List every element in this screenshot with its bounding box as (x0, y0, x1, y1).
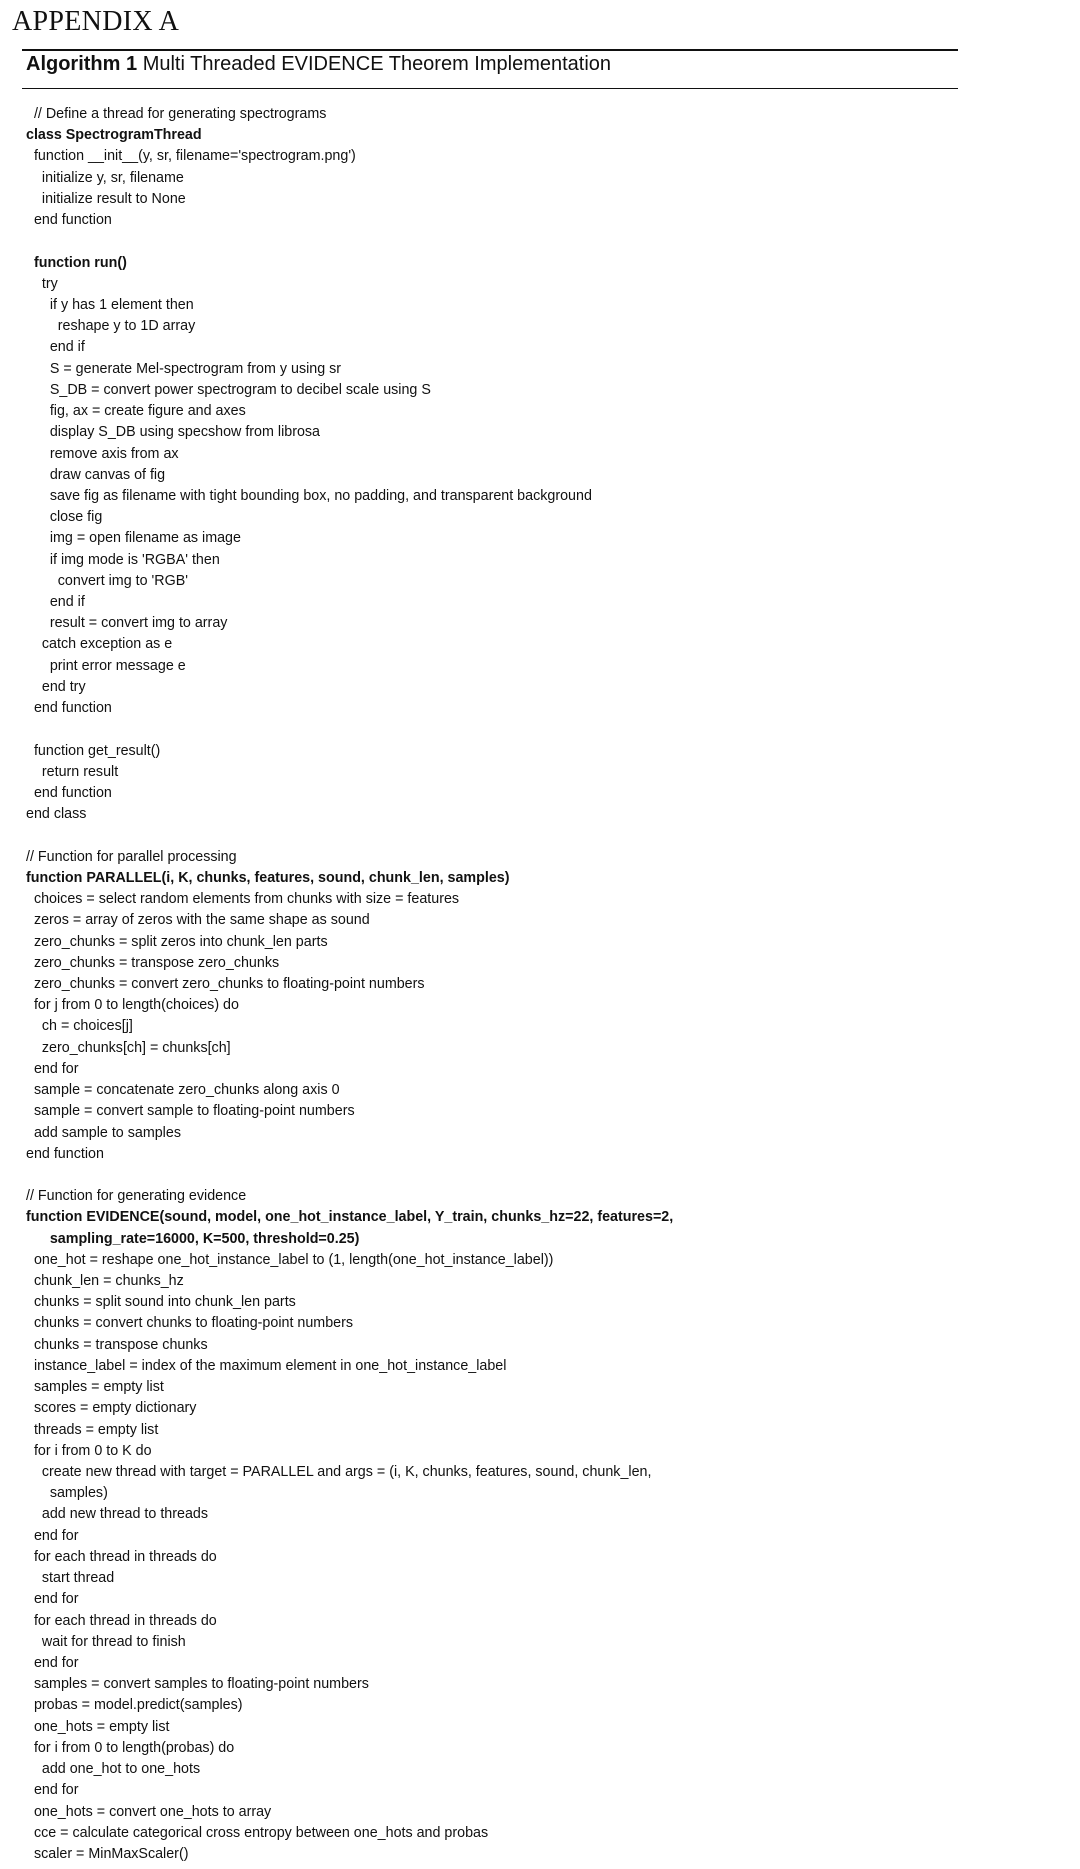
code-line: zero_chunks[ch] = chunks[ch] (26, 1039, 231, 1056)
code-line: create new thread with target = PARALLEL and args = (i, K, chunks, features, sound, chunk_len, (26, 1464, 652, 1480)
blank-line (26, 825, 956, 846)
code-line: reshape y to 1D array (26, 318, 196, 335)
code-line: instance_label = index of the maximum element in one_hot_instance_label (26, 1357, 507, 1374)
code-line: for each thread in threads do (26, 1548, 217, 1565)
code-line: samples) (26, 1485, 108, 1502)
code-line: threads = empty list (26, 1421, 159, 1438)
code-line: scores = empty dictionary (26, 1400, 197, 1417)
code-line: initialize y, sr, filename (26, 169, 184, 186)
code-line: end function (26, 785, 112, 801)
code-line: probas = model.predict(samples) (26, 1697, 243, 1714)
code-line: // Function for generating evidence (26, 1188, 247, 1205)
code-line: end function (26, 212, 112, 229)
code-line: S = generate Mel-spectrogram from y using sr (26, 360, 342, 377)
code-line: function EVIDENCE(sound, model, one_hot_instance_label, Y_train, chunks_hz=22, features=2, (26, 1209, 674, 1226)
code-line: class SpectrogramThread (26, 127, 202, 144)
code-line: chunks = split sound into chunk_len parts (26, 1294, 296, 1311)
code-line: choices = select random elements from chunks with size = features (26, 891, 460, 908)
code-line: cce = calculate categorical cross entropy between one_hots and probas (26, 1824, 489, 1841)
code-line: result = convert img to array (26, 615, 228, 632)
code-line: for each thread in threads do (26, 1612, 217, 1629)
code-line: add new thread to threads (26, 1506, 209, 1523)
code-line: wait for thread to finish (26, 1633, 186, 1650)
code-line: end for (26, 1060, 79, 1077)
code-line: try (26, 275, 58, 292)
code-line: save fig as filename with tight bounding box, no padding, and transparent background (26, 487, 592, 504)
code-line: sampling_rate=16000, K=500, threshold=0.25) (26, 1230, 360, 1247)
blank-line (26, 231, 956, 252)
code-line: for i from 0 to length(probas) do (26, 1739, 235, 1756)
code-line: zero_chunks = transpose zero_chunks (26, 954, 280, 971)
code-line: draw canvas of fig (26, 466, 166, 483)
code-line: if img mode is 'RGBA' then (26, 551, 220, 568)
code-line: close fig (26, 509, 103, 526)
code-line: img = open filename as image (26, 530, 241, 547)
code-line: chunks = transpose chunks (26, 1336, 208, 1353)
code-line: print error message e (26, 657, 186, 674)
code-line: catch exception as e (26, 636, 173, 653)
code-line: samples = convert samples to floating-point numbers (26, 1676, 369, 1693)
code-line: fig, ax = create figure and axes (26, 403, 246, 420)
code-line: initialize result to None (26, 190, 186, 207)
pseudocode-block (26, 104, 956, 1865)
code-line: function __init__(y, sr, filename='spectrogram.png') (26, 148, 356, 165)
code-line: end for (26, 1527, 79, 1544)
code-line: end try (26, 678, 86, 695)
code-line: remove axis from ax (26, 445, 179, 462)
code-line: end function (26, 700, 112, 717)
code-line: chunks = convert chunks to floating-point numbers (26, 1315, 354, 1332)
appendix-heading: APPENDIX A (12, 6, 180, 37)
code-line: S_DB = convert power spectrogram to decibel scale using S (26, 381, 431, 398)
code-line: add one_hot to one_hots (26, 1761, 201, 1778)
code-line: start thread (26, 1570, 115, 1587)
code-line: add sample to samples (26, 1124, 181, 1141)
code-line: for j from 0 to length(choices) do (26, 997, 239, 1014)
code-line: end class (26, 806, 87, 823)
code-line: sample = concatenate zero_chunks along axis 0 (26, 1082, 340, 1099)
code-line: function get_result() (26, 742, 161, 759)
blank-line (26, 1165, 956, 1186)
code-line: one_hot = reshape one_hot_instance_label to (1, length(one_hot_instance_label)) (26, 1251, 554, 1268)
algorithm-title: Multi Threaded EVIDENCE Theorem Implementation (142, 53, 612, 75)
code-line: return result (26, 763, 119, 780)
code-line: chunk_len = chunks_hz (26, 1273, 184, 1290)
code-line: convert img to 'RGB' (26, 572, 188, 589)
code-line: zeros = array of zeros with the same shape as sound (26, 912, 370, 929)
code-line: // Function for parallel processing (26, 848, 237, 865)
code-line: end if (26, 594, 85, 611)
code-line: display S_DB using specshow from librosa (26, 424, 321, 441)
algorithm-label: Algorithm 1 (26, 53, 138, 75)
code-line: function run() (26, 254, 127, 271)
code-line: end if (26, 339, 85, 356)
code-line: one_hots = convert one_hots to array (26, 1803, 272, 1820)
algorithm-caption (26, 49, 611, 79)
code-line: zero_chunks = convert zero_chunks to floating-point numbers (26, 975, 425, 992)
code-line: function PARALLEL(i, K, chunks, features, sound, chunk_len, samples) (26, 869, 510, 886)
code-line: for i from 0 to K do (26, 1442, 152, 1459)
code-line: end for (26, 1654, 79, 1671)
code-line: zero_chunks = split zeros into chunk_len parts (26, 933, 328, 950)
code-line: one_hots = empty list (26, 1718, 170, 1735)
code-line: scaler = MinMaxScaler() (26, 1845, 189, 1862)
code-line: // Define a thread for generating spectrograms (26, 106, 327, 122)
blank-line (26, 719, 956, 740)
code-line: if y has 1 element then (26, 296, 194, 313)
code-line: end for (26, 1782, 79, 1799)
code-line: end for (26, 1591, 79, 1608)
code-line: sample = convert sample to floating-point numbers (26, 1103, 355, 1120)
code-line: samples = empty list (26, 1379, 164, 1396)
code-line: end function (26, 1145, 104, 1162)
algorithm-header-rule (22, 88, 958, 89)
code-line: ch = choices[j] (26, 1018, 133, 1035)
